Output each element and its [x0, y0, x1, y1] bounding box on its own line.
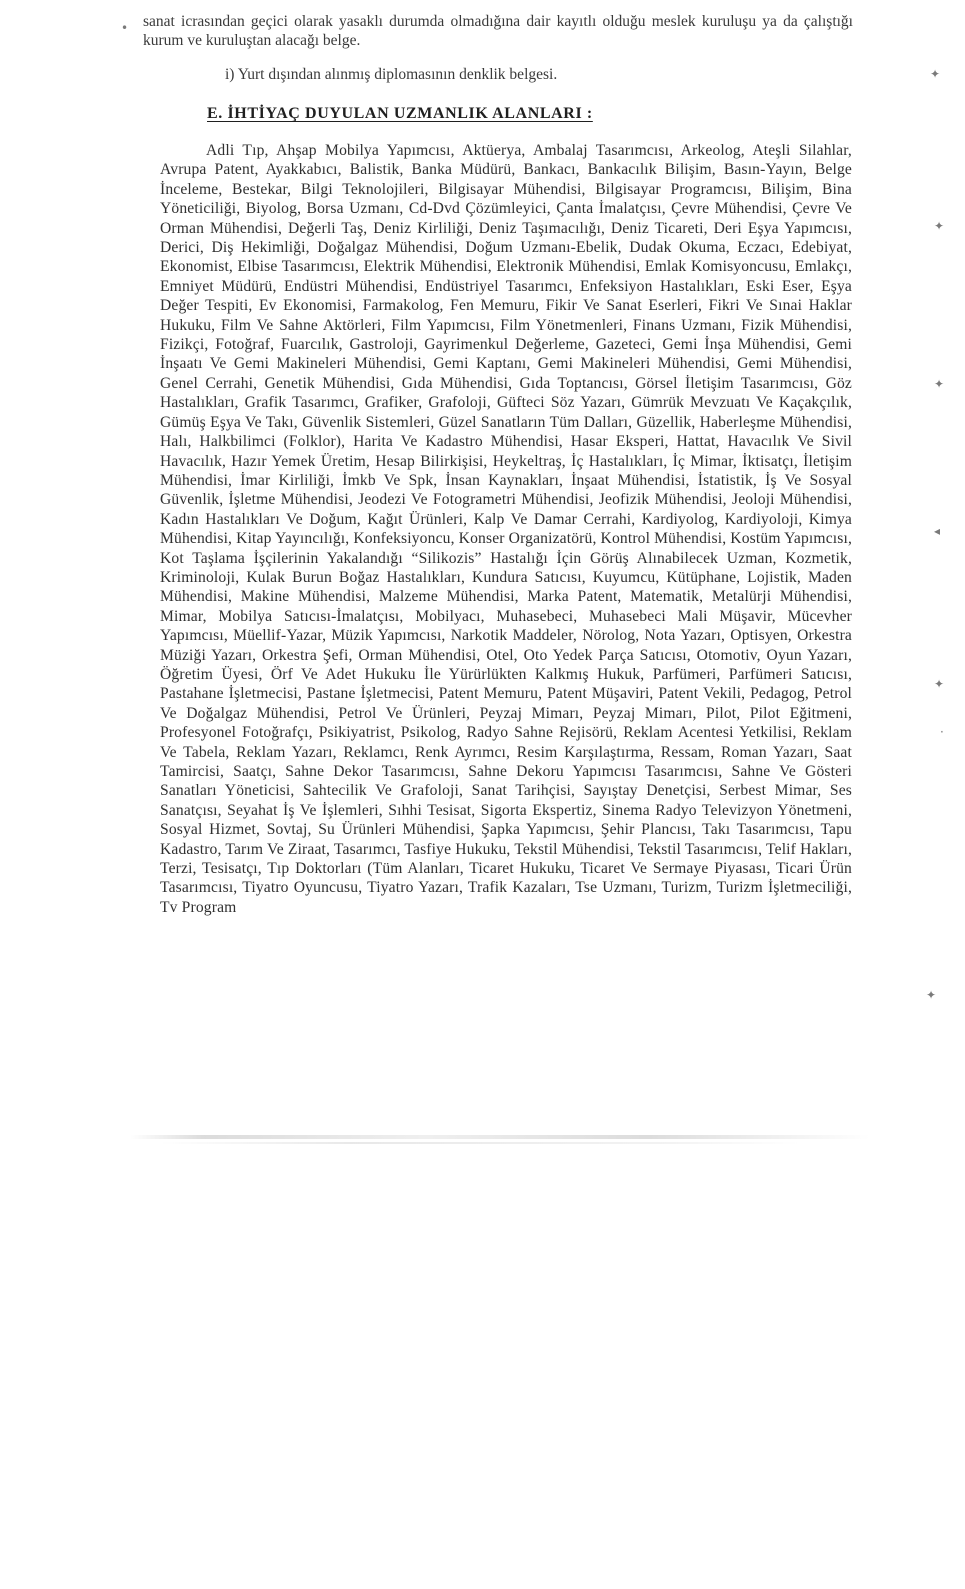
margin-mark: · [940, 725, 944, 739]
margin-mark: ✦ [926, 988, 937, 1002]
margin-mark: ✦ [934, 677, 945, 691]
intro-item-i: i) Yurt dışından alınmış diplomasının denklik belgesi. [225, 66, 558, 83]
expertise-areas-text: Adli Tıp, Ahşap Mobilya Yapımcısı, Aktüerya, Ambalaj Tasarımcısı, Arkeolog, Ateşli Silahlar, Avrupa Patent, Ayakkabıcı, Balistik, Banka Müdürü, Bankacı, Bankacılık Bilişim, Basın-Yayın, Belge İnceleme, Bestekar, Bilgi Teknolojileri, Bilgisayar Mühendisi, Bilgisayar Programcısı, Bilişim, Bina Yöneticiliği, Biyolog, Borsa Uzmanı, Cd-Dvd Çözümleyici, Çanta İmalatçısı, Çevre Mühendisi, Çevre Ve Orman Mühendisi, Değerli Taş, Deniz Kirliliği, Deniz Taşımacılığı, Deniz Ticareti, Deri Eşya Yapımcısı, Derici, Diş Hekimliği, Doğalgaz Mühendisi, Doğum Uzmanı-Ebelik, Dudak Okuma, Eczacı, Edebiyat, Ekonomist, Elbise Tasarımcısı, Elektrik Mühendisi, Elektronik Mühendisi, Emlak Komisyoncusu, Emlakçı, Emniyet Müdürü, Endüstri Mühendisi, Endüstriyel Tasarımcı, Enfeksiyon Hastalıkları, Eski Eser, Eşya Değer Tespiti, Ev Ekonomisi, Farmakolog, Fen Memuru, Fikir Ve Sanat Eserleri, Fikri Ve Sınai Haklar Hukuku, Film Ve Sahne Aktörleri, Film Yapımcısı, Film Yönetmenleri, Finans Uzmanı, Fizik Mühendisi, Fizikçi, Fotoğraf, Fuarcılık, Gastroloji, Gayrimenkul Değerleme, Gazeteci, Gemi İnşa Mühendisi, Gemi İnşaatı Ve Gemi Makineleri Mühendisi, Gemi Kaptanı, Gemi Makineleri Mühendisi, Gemi Mühendisi, Genel Cerrahi, Genetik Mühendisi, Gıda Mühendisi, Gıda Toptancısı, Görsel İletişim Tasarımcısı, Göz Hastalıkları, Grafik Tasarımcı, Grafiker, Grafoloji, Güfteci Söz Yazarı, Gümrük Mevzuatı Ve Kaçakçılık, Gümüş Eşya Ve Takı, Güvenlik Sistemleri, Güzel Sanatların Tüm Dalları, Güzellik, Haberleşme Mühendisi, Halı, Halkbilimci (Folklor), Harita Ve Kadastro Mühendisi, Hasar Eksperi, Hattat, Havacılık Ve Sivil Havacılık, Hazır Yemek Üretim, Hesap Bilirkişisi, Heykeltraş, İç Hastalıkları, İç Mimar, İktisatçı, İletişim Mühendisi, İmar Kirliliği, İmkb Ve Spk, İnsan Kaynakları, İnşaat Mühendisi, İstatistik, İş Ve Sosyal Güvenlik, İşletme Mühendisi, Jeodezi Ve Fotogrametri Mühendisi, Jeofizik Mühendisi, Jeoloji Mühendisi, Kadın Hastalıkları Ve Doğum, Kağıt Ürünleri, Kalp Ve Damar Cerrahi, Kardiyolog, Kardiyoloji, Kimya Mühendisi, Kitap Yayıncılığı, Konfeksiyoncu, Konser Organizatörü, Kontrol Mühendisi, Kostüm Yapımcısı, Kot Taşlama İşçilerinin Yakalandığı “Silikozis” Hastalığı İçin Görüş Alınabilecek Uzman, Kozmetik, Kriminoloji, Kulak Burun Boğaz Hastalıkları, Kundura Satıcısı, Kuyumcu, Kütüphane, Lojistik, Maden Mühendisi, Makine Mühendisi, Malzeme Mühendisi, Marka Patent, Matematik, Metalürji Mühendisi, Mimar, Mobilya Satıcısı-İmalatçısı, Mobilyacı, Muhasebeci, Muhasebeci Mali Müşavir, Mücevher Yapımcısı, Müellif-Yazar, Müzik Yapımcısı, Narkotik Maddeler, Nörolog, Nota Yazarı, Optisyen, Orkestra Müziği Yazarı, Orkestra Şefi, Orman Mühendisi, Otel, Oto Yedek Parça Satıcısı, Otomotiv, Oyun Yazarı, Öğretim Üyesi, Örf Ve Adet Hukuku İle Yürürlükten Kalkmış Hukuk, Parfümeri, Parfümeri Satıcısı, Pastahane İşletmecisi, Pastane İşletmecisi, Patent Memuru, Patent Müşaviri, Patent Vekili, Pedagog, Petrol Ve Doğalgaz Mühendisi, Petrol Ve Ürünleri, Peyzaj Mimarı, Peyzaj Mimarı, Pilot, Pilot Eğitmeni, Profesyonel Fotoğrafçı, Psikiyatrist, Psikolog, Radyo Sahne Rejisörü, Reklam Acentesi Yetkilisi, Reklam Ve Tabela, Reklam Yazarı, Reklamcı, Renk Ayrımcı, Resim Karşılaştırma, Ressam, Roman Yazarı, Saat Tamircisi, Saatçı, Sahne Dekor Tasarımcısı, Sahne Dekoru Yapımcısı Tasarımcısı, Sahne Ve Gösteri Sanatları Yöneticisi, Sahtecilik Ve Grafoloji, Sanat Tarihçisi, Sayıştay Denetçisi, Serbest Mimar, Ses Sanatçısı, Seyahat İş Ve İşlemleri, Sıhhi Tesisat, Sigorta Ekspertiz, Sinema Radyo Televizyon Yönetmeni, Sosyal Hizmet, Sovtaj, Su Ürünleri Mühendisi, Şapka Yapımcısı, Şehir Plancısı, Takı Tasarımcısı, Tapu Kadastro, Tarım Ve Ziraat, Tasarımcı, Tasfiye Hukuku, Tekstil Mühendisi, Tekstil Tasarımcısı, Telif Hakları, Terzi, Tesisatçı, Tıp Doktorları (Tüm Alanları, Ticaret Hukuku, Ticaret Ve Sermaye Piyasası, Ticari Ürün Tasarımcısı, Tiyatro Oyuncusu, Tiyatro Yazarı, Trafik Kazaları, Tse Uzmanı, Turizm, Turizm İşletmeciliği, Tv Program [160, 142, 852, 916]
margin-mark: ✦ [934, 377, 945, 391]
margin-mark: • [121, 21, 129, 35]
scan-streak [160, 1142, 800, 1144]
section-title: E. İHTİYAÇ DUYULAN UZMANLIK ALANLARI : [207, 105, 593, 122]
scan-streak [130, 1135, 870, 1139]
margin-mark: ◂ [934, 524, 941, 538]
margin-mark: ✦ [934, 219, 945, 233]
margin-mark: ✦ [930, 67, 941, 81]
expertise-areas-paragraph [160, 141, 852, 917]
intro-continuation: sanat icrasından geçici olarak yasaklı durumda olmadığına dair kayıtlı olduğu meslek kuruluşu ya da çalıştığı kurum ve kuruluştan alacağı belge. [143, 13, 853, 49]
